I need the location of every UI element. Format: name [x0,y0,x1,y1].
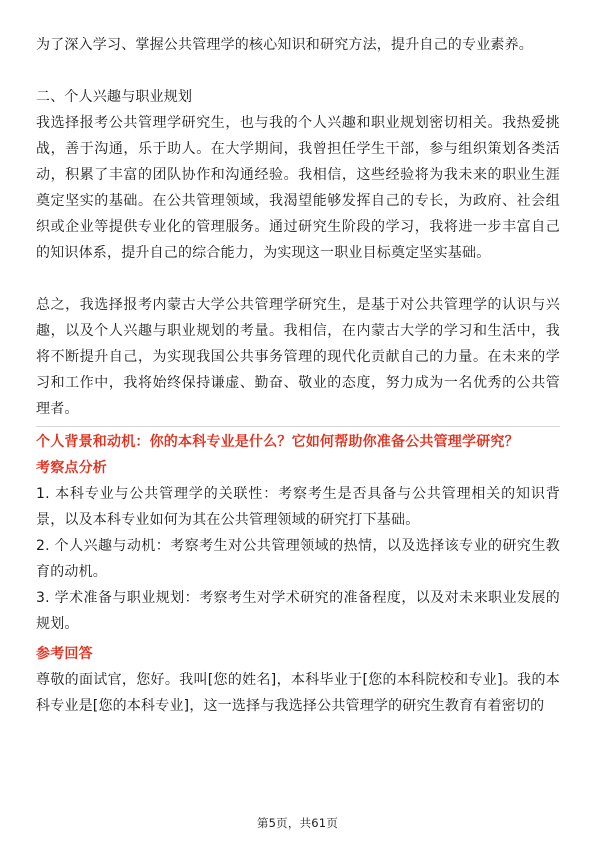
analysis-heading: 考察点分析 [36,460,107,476]
section-divider [36,426,560,427]
analysis-point: 1. 本科专业与公共管理学的关联性：考察考生是否具备与公共管理相关的知识背景，以及本科专业如何为其在公共管理领域的研究打下基础。 [36,486,560,528]
conclusion-paragraph: 总之，我选择报考内蒙古大学公共管理学研究生，是基于对公共管理学的认识与兴趣，以及个人兴趣与职业规划的考量。我相信，在内蒙古大学的学习和生活中，我将不断提升自己，为实现我国公共事务管理的现代化贡献自己的力量。在未来的学习和工作中，我将始终保持谦虚、勤奋、敬业的态度，努力成为一名优秀的公共管理者。 [36,297,560,417]
page-number: 第5页，共61页 [256,816,339,830]
interview-question: 个人背景和动机：你的本科专业是什么？它如何帮助你准备公共管理学研究？ [36,434,519,450]
answer-heading: 参考回答 [36,646,93,662]
analysis-point: 3. 学术准备与职业规划：考察考生对学术研究的准备程度，以及对未来职业发展的规划。 [36,590,560,632]
answer-paragraph: 尊敬的面试官，您好。我叫[您的姓名]，本科毕业于[您的本科院校和专业]。我的本科专业是[您的本科专业]，这一选择与我选择公共管理学的研究生教育有着密切的 [36,672,560,714]
analysis-point: 2. 个人兴趣与动机：考察考生对公共管理领域的热情，以及选择该专业的研究生教育的动机。 [36,538,560,580]
interest-career-paragraph: 我选择报考公共管理学研究生，也与我的个人兴趣和职业规划密切相关。我热爱挑战，善于沟通，乐于助人。在大学期间，我曾担任学生干部，参与组织策划各类活动，积累了丰富的团队协作和沟通经验。我相信，这些经验将为我未来的职业生涯奠定坚实的基础。在公共管理领域，我渴望能够发挥自己的专长，为政府、社会组织或企业等提供专业化的管理服务。通过研究生阶段的学习，我将进一步丰富自己的知识体系，提升自己的综合能力，为实现这一职业目标奠定坚实基础。 [36,115,560,261]
page-content [36,32,560,719]
intro-paragraph-tail: 为了深入学习、掌握公共管理学的核心知识和研究方法，提升自己的专业素养。 [36,37,533,53]
section-heading-interest-career: 二、个人兴趣与职业规划 [36,89,193,105]
